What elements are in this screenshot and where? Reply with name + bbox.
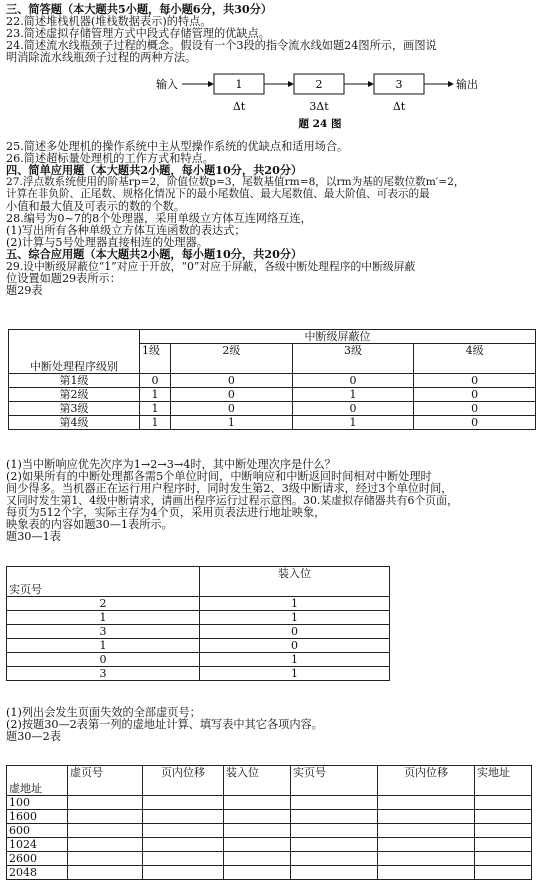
table30-2-col-raddr: 实地址 xyxy=(475,766,532,796)
table-row xyxy=(9,388,536,402)
table-cell: 1 xyxy=(140,388,171,402)
question-22: 22.简述堆栈机器(堆栈数据表示)的特点。 xyxy=(6,15,212,28)
table30-2-col-roffset: 页内位移 xyxy=(378,766,475,796)
question-24-line1: 24.简述流水线瓶颈子过程的概念。假设有一个3段的指令流水线如题24图所示，画图说 xyxy=(6,39,437,52)
table-cell: 1 xyxy=(292,416,414,430)
table-cell: 0 xyxy=(171,388,293,402)
table-cell: 0 xyxy=(200,625,390,639)
table30-2-col-rpage: 实页号 xyxy=(291,766,378,796)
table-cell: 1 xyxy=(7,611,200,625)
question-29-line1: 29.设中断级屏蔽位“1”对应于开放，“0”对应于屏蔽，各级中断处理程序的中断级屏蔽 xyxy=(6,260,416,273)
table-cell: 1 xyxy=(200,611,390,625)
table30-1-label: 题30—1表 xyxy=(6,530,61,543)
table-row xyxy=(7,824,532,838)
table-cell: 0 xyxy=(292,374,414,388)
question-29-part2-line1: (2)如果所有的中断处理都各需5个单位时间，中断响应和中断返回时间相对中断处理时 xyxy=(6,470,432,483)
table-cell: 2 xyxy=(7,597,200,611)
question-29-part2-line3: 又同时发生第1、4级中断请求，请画出程序运行过程示意图。30.某虚拟存储器共有6个页面， xyxy=(6,494,458,507)
table29-row-header: 中断处理程序级别 xyxy=(9,330,140,374)
table29-level: 第3级 xyxy=(9,402,140,416)
table-cell: 1600 xyxy=(7,810,68,824)
table29-level: 第2级 xyxy=(9,388,140,402)
section5-heading: 五、综合应用题（本大题共2小题，每小题10分，共20分） xyxy=(6,247,303,261)
question-29-line2: 位设置如题29表所示： xyxy=(6,272,121,285)
table-row xyxy=(7,667,390,681)
figure24-caption: 题 24 图 xyxy=(298,118,342,130)
table-cell: 1 xyxy=(292,388,414,402)
table-cell: 1024 xyxy=(7,838,68,852)
table29-col-4: 4级 xyxy=(414,344,536,374)
table-cell: 0 xyxy=(200,639,390,653)
table-30-1 xyxy=(6,566,390,681)
table-row xyxy=(9,416,536,430)
pipeline-stage-3: 3 xyxy=(395,78,403,91)
table-cell: 0 xyxy=(171,402,293,416)
section4-heading: 四、简单应用题（本大题共2小题，每小题10分，共20分） xyxy=(6,163,303,177)
question-27-line2: 计算在非负阶、正尾数、规格化情况下的最小尾数值、最大尾数值、最大阶值、可表示的最 xyxy=(6,188,430,200)
pipeline-time-3: Δt xyxy=(392,100,406,113)
table-row xyxy=(7,866,532,880)
table30-2-col-vpage: 虚页号 xyxy=(68,766,143,796)
table29-level: 第1级 xyxy=(9,374,140,388)
question-29-part2-line2: 间少得多。当机器正在运行用户程序时，同时发生第2、3级中断请求，经过3个单位时间， xyxy=(6,482,453,495)
question-28-part1: (1)写出所有各种单级立方体互连函数的表达式； xyxy=(6,224,246,237)
table-cell: 1 xyxy=(200,667,390,681)
pipeline-diagram xyxy=(150,70,490,130)
table-cell: 0 xyxy=(414,374,536,388)
question-30-part1: (1)列出会发生页面失效的全部虚页号； xyxy=(6,706,201,719)
table-row xyxy=(7,611,390,625)
table-cell: 600 xyxy=(7,824,68,838)
table30-1-col-load: 装入位 xyxy=(200,567,390,597)
table-row xyxy=(7,639,390,653)
table-cell: 3 xyxy=(7,625,200,639)
table30-1-col-page: 实页号 xyxy=(7,567,200,597)
question-26: 26.简述超标量处理机的工作方式和特点。 xyxy=(6,152,214,165)
section3-heading: 三、简答题（本大题共5小题，每小题6分，共30分） xyxy=(6,2,273,16)
table-row xyxy=(9,374,536,388)
table-cell: 0 xyxy=(414,402,536,416)
table-row xyxy=(7,852,532,866)
question-27-line3: 小值和最大值及可表示的数的个数。 xyxy=(6,200,186,213)
table-cell: 0 xyxy=(7,653,200,667)
table-row xyxy=(7,597,390,611)
table-row xyxy=(9,402,536,416)
pipeline-input-label: 输入 xyxy=(156,78,178,91)
table-cell: 1 xyxy=(7,639,200,653)
question-28-part2: (2)计算与5号处理器直接相连的处理器。 xyxy=(6,236,208,249)
table-cell: 0 xyxy=(140,374,171,388)
table-cell: 2048 xyxy=(7,866,68,880)
table-row xyxy=(7,810,532,824)
table-29 xyxy=(8,329,536,430)
table29-col-1: 1级 xyxy=(140,344,171,374)
table-cell: 0 xyxy=(414,416,536,430)
table-cell: 1 xyxy=(200,597,390,611)
table30-2-label: 题30—2表 xyxy=(6,730,61,743)
pipeline-stage-1: 1 xyxy=(235,78,243,91)
table30-2-col-offset: 页内位移 xyxy=(143,766,224,796)
table-cell: 0 xyxy=(171,374,293,388)
table29-col-2: 2级 xyxy=(171,344,293,374)
table-row xyxy=(7,653,390,667)
question-30-line1: 每页为512个字，实际主存为4个页，采用页表法进行地址映象， xyxy=(6,506,326,519)
table-row xyxy=(7,796,532,810)
table-cell: 2600 xyxy=(7,852,68,866)
question-30-part2: (2)按题30—2表第一列的虚地址计算、填写表中其它各项内容。 xyxy=(6,718,323,731)
table-row xyxy=(7,838,532,852)
table-cell: 0 xyxy=(414,388,536,402)
table-cell: 3 xyxy=(7,667,200,681)
table-30-2 xyxy=(6,765,532,880)
table-cell: 0 xyxy=(292,402,414,416)
table-cell: 1 xyxy=(200,653,390,667)
pipeline-output-label: 输出 xyxy=(456,78,478,91)
table29-level: 第4级 xyxy=(9,416,140,430)
table-cell: 100 xyxy=(7,796,68,810)
question-30-line2: 映象表的内容如题30—1表所示。 xyxy=(6,518,173,531)
table-cell: 1 xyxy=(171,416,293,430)
question-25: 25.简述多处理机的操作系统中主从型操作系统的优缺点和适用场合。 xyxy=(6,140,349,153)
question-24-line2: 明消除流水线瓶颈子过程的两种方法。 xyxy=(6,51,197,64)
pipeline-time-2: 3Δt xyxy=(309,100,329,113)
pipeline-stage-2: 2 xyxy=(315,78,323,91)
table29-group-header: 中断级屏蔽位 xyxy=(140,330,536,344)
question-27-line1: 27.浮点数系统使用的阶基rp=2，阶值位数p=3，尾数基值rm=8，以rm为基的尾数位数m′=2， xyxy=(6,176,465,188)
table29-col-3: 3级 xyxy=(292,344,414,374)
pipeline-time-1: Δt xyxy=(232,100,246,113)
table30-2-col-vaddr: 虚地址 xyxy=(7,766,68,796)
table-cell: 1 xyxy=(140,416,171,430)
question-28: 28.编号为0~7的8个处理器，采用单级立方体互连网络互连， xyxy=(6,212,312,225)
table30-2-col-load: 装入位 xyxy=(224,766,291,796)
table29-label: 题29表 xyxy=(6,284,43,297)
question-29-part1: (1)当中断响应优先次序为1→2→3→4时，其中断处理次序是什么？ xyxy=(6,458,336,471)
table-cell: 1 xyxy=(140,402,171,416)
table-row xyxy=(7,625,390,639)
question-23: 23.简述虚拟存储管理方式中段式存储管理的优缺点。 xyxy=(6,27,270,40)
